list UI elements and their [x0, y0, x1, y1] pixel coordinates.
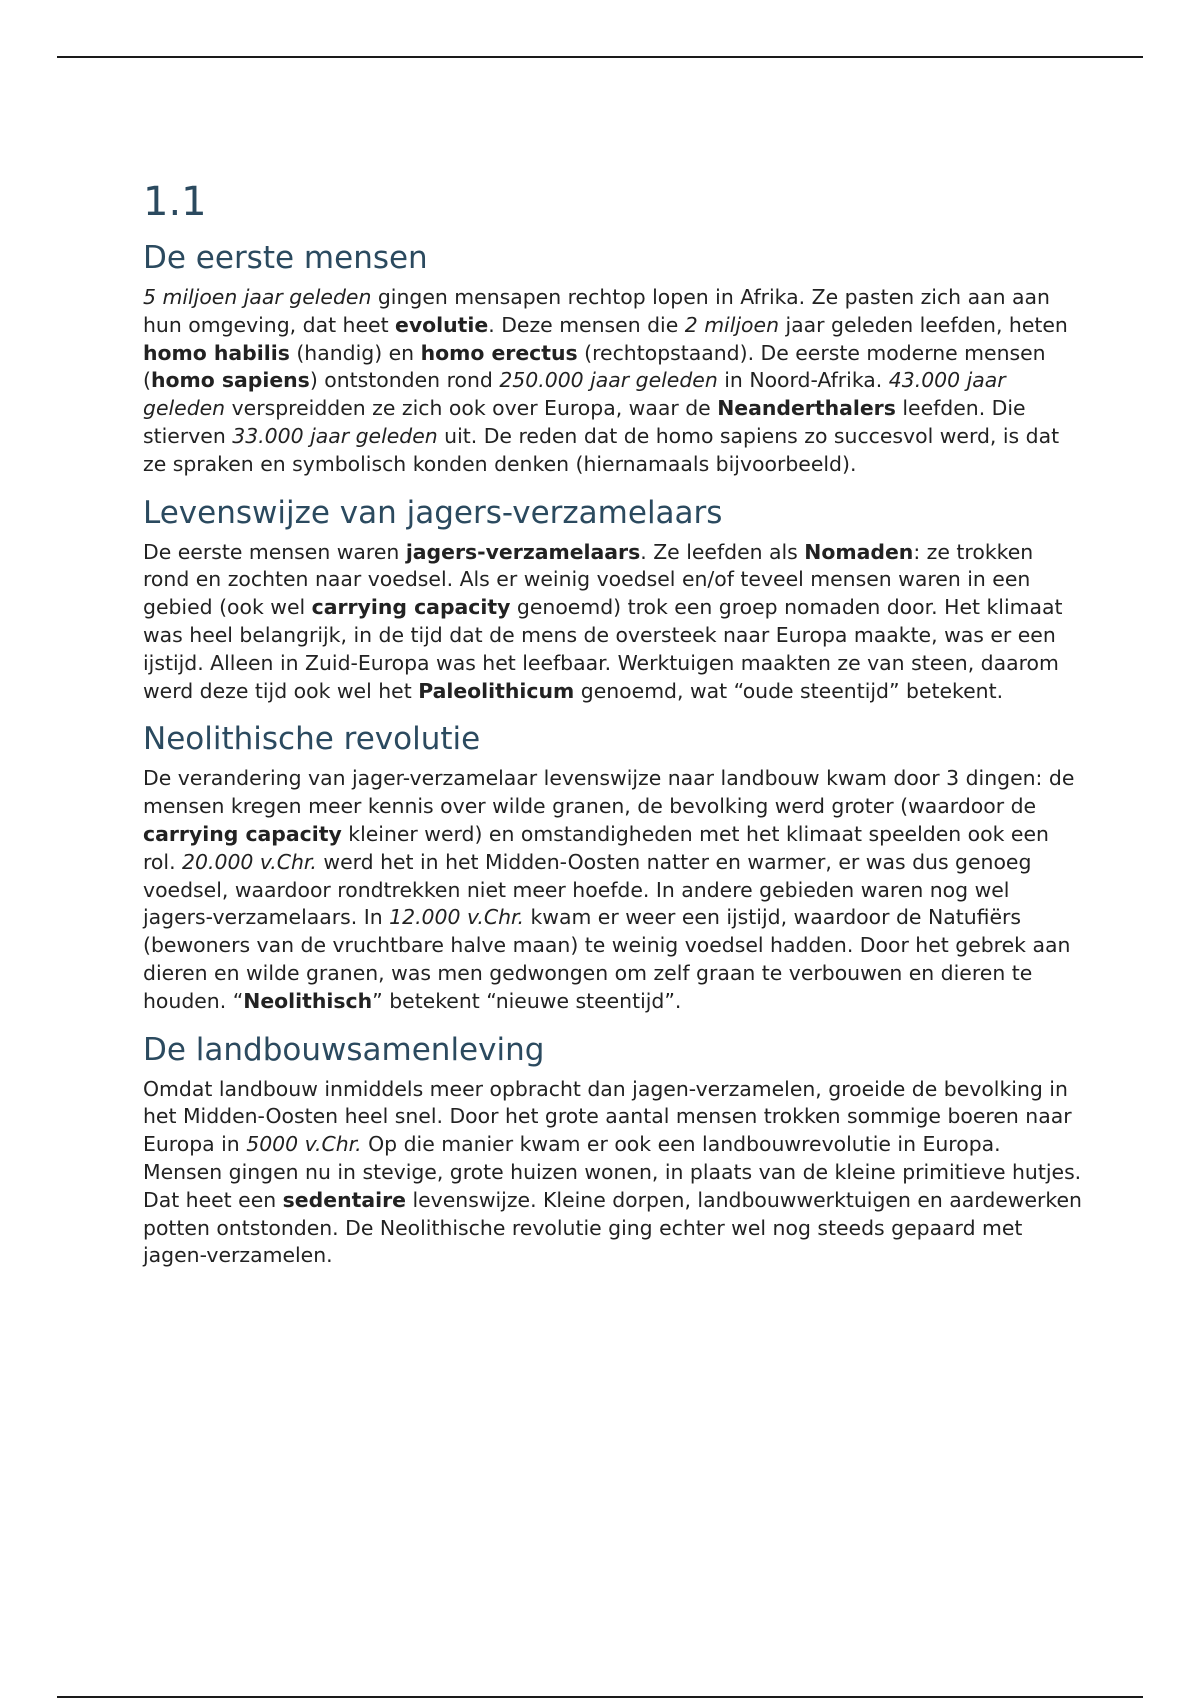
- bold-term: carrying capacity: [311, 595, 511, 620]
- bold-term: Neolithisch: [243, 988, 373, 1013]
- italic-phrase: 33.000 jaar geleden: [232, 423, 438, 448]
- section-heading: De eerste mensen: [143, 240, 428, 276]
- bold-term: Nomaden: [804, 539, 914, 564]
- section-paragraph: [143, 1076, 1083, 1271]
- text-run: (handig) en: [289, 340, 421, 365]
- text-run: gingen mensapen rechtop lopen in Afrika. Ze pasten zich aan aan hun omgeving, dat heet: [143, 285, 1050, 337]
- italic-phrase: 2 miljoen: [684, 312, 779, 337]
- text-run: ) ontstonden rond: [309, 368, 500, 393]
- text-run: . Deze mensen die: [488, 312, 685, 337]
- bold-term: Paleolithicum: [418, 678, 575, 703]
- document-body: [143, 178, 1083, 1270]
- footer-rule: [57, 1696, 1143, 1698]
- text-run: uit. De reden dat de homo sapiens zo succesvol werd, is dat ze spraken en symbolisch konden denken (hiernamaals bijvoorbeeld).: [143, 423, 1060, 476]
- italic-phrase: 5 miljoen jaar geleden: [143, 285, 372, 309]
- text-run: in Noord-Afrika.: [717, 368, 889, 393]
- bold-term: homo sapiens: [150, 368, 310, 393]
- text-run: (rechtopstaand). De eerste moderne mensen (: [143, 340, 1046, 393]
- text-run: werd het in het Midden-Oosten natter en warmer, er was dus genoeg voedsel, waardoor rondtrekken niet meer hoefde. In andere gebieden waren nog wel jagers-verzamelaars. In: [143, 849, 1032, 930]
- sections-container: [143, 238, 1083, 1270]
- section-heading: De landbouwsamenleving: [143, 1031, 545, 1068]
- chapter-number: 1.1: [143, 179, 207, 225]
- text-run: Omdat landbouw inmiddels meer opbracht dan jagen-verzamelen, groeide de bevolking in het Midden-Oosten heel snel. Door het grote aantal mensen trokken sommige boeren naar Europa in: [143, 1076, 1072, 1157]
- section-paragraph: [143, 539, 1083, 706]
- bold-term: Neanderthalers: [717, 396, 896, 421]
- bold-term: homo habilis: [143, 340, 290, 365]
- text-run: ” betekent “nieuwe steentijd”.: [372, 988, 682, 1013]
- text-run: jaar geleden leefden, heten: [779, 312, 1068, 337]
- italic-phrase: 12.000 v.Chr.: [389, 905, 524, 930]
- text-run: genoemd) trok een groep nomaden door. Het klimaat was heel belangrijk, in de tijd dat de mens de oversteek naar Europa maakte, was er een ijstijd. Alleen in Zuid-Europa was het leefbaar. Werktuigen maakten ze van steen, daarom werd deze tijd ook wel het: [143, 595, 1063, 703]
- italic-phrase: 43.000 jaar geleden: [143, 368, 1006, 421]
- text-run: De verandering van jager-verzamelaar levenswijze naar landbouw kwam door 3 dingen: de mensen kregen meer kennis over wilde granen, de bevolking werd groter (waardoor de: [143, 766, 1075, 819]
- text-run: : ze trokken rond en zochten naar voedsel. Als er weinig voedsel en/of teveel mensen waren in een gebied (ook wel: [143, 539, 1034, 620]
- bold-term: jagers-verzamelaars: [405, 539, 641, 564]
- section-heading: Levenswijze van jagers-verzamelaars: [143, 494, 723, 531]
- section: [143, 719, 1083, 1015]
- italic-phrase: 5000 v.Chr.: [246, 1132, 362, 1157]
- italic-phrase: 250.000 jaar geleden: [499, 368, 718, 393]
- text-run: Op die manier kwam er ook een landbouwrevolutie in Europa. Mensen gingen nu in stevige, grote huizen wonen, in plaats van de kleine primitieve hutjes. Dat heet een: [143, 1132, 1082, 1212]
- italic-phrase: 20.000 v.Chr.: [182, 849, 317, 874]
- section: [143, 1030, 1083, 1271]
- text-run: levenswijze. Kleine dorpen, landbouwwerktuigen en aardewerken potten ontstonden. De Neolithische revolutie ging echter wel nog steeds gepaard met jagen-verzamelen.: [143, 1187, 1082, 1268]
- bold-term: evolutie: [395, 312, 489, 337]
- text-run: verspreidden ze zich ook over Europa, waar de: [225, 396, 718, 421]
- header-rule: [57, 56, 1143, 58]
- bold-term: sedentaire: [282, 1187, 406, 1212]
- text-run: genoemd, wat “oude steentijd” betekent.: [574, 678, 1004, 703]
- text-run: kwam er weer een ijstijd, waardoor de Natufiërs (bewoners van de vruchtbare halve maan) te weinig voedsel hadden. Door het gebrek aan dieren en wilde granen, was men gedwongen om zelf graan te verbouwen en dieren te houden. “: [143, 905, 1071, 1013]
- section: [143, 238, 1083, 479]
- text-run: . Ze leefden als: [640, 539, 805, 564]
- text-run: kleiner werd) en omstandigheden met het klimaat speelden ook een rol.: [143, 821, 1049, 874]
- bold-term: carrying capacity: [143, 821, 342, 846]
- text-run: leefden. Die stierven: [143, 396, 1026, 448]
- text-run: De eerste mensen waren: [143, 539, 406, 564]
- bold-term: homo erectus: [420, 340, 578, 365]
- section: [143, 493, 1083, 706]
- section-paragraph: [143, 765, 1083, 1015]
- section-heading: Neolithische revolutie: [143, 721, 481, 758]
- section-paragraph: [143, 284, 1083, 479]
